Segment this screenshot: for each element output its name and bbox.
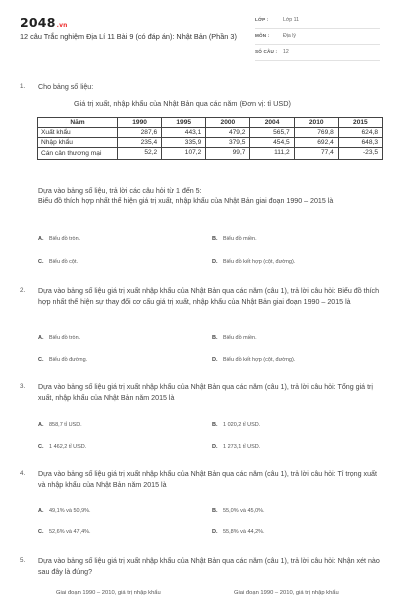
option-letter: B.: [212, 335, 218, 341]
meta-row-count: [255, 46, 380, 61]
document-meta: [255, 14, 380, 62]
table-cell: 648,3: [338, 138, 382, 148]
option-d[interactable]: [212, 444, 260, 450]
option-letter: A.: [38, 422, 44, 428]
table-header-row: [38, 118, 383, 128]
table-header-cell: 2010: [294, 118, 338, 128]
option-a[interactable]: [38, 422, 82, 428]
option-text: 858,7 tỉ USD.: [49, 422, 82, 428]
table-header-cell: 1990: [118, 118, 162, 128]
option-text: 1 273,1 tỉ USD.: [223, 444, 261, 450]
meta-value: Địa lý: [283, 33, 296, 39]
question-number: 5.: [20, 557, 26, 564]
table-caption: Giá trị xuất, nhập khẩu của Nhật Bản qua các năm (Đơn vị: tỉ USD): [74, 99, 291, 108]
option-text: Biểu đồ miền.: [223, 335, 257, 341]
option-a[interactable]: [38, 236, 80, 242]
row-label: Cán cân thương mại: [38, 148, 118, 160]
option-text: Biểu đồ cột.: [49, 259, 79, 265]
option-letter: A.: [38, 508, 44, 514]
table-cell: -23,5: [338, 148, 382, 160]
logo-suffix: .vn: [56, 22, 68, 29]
option-text: 52,6% và 47,4%.: [49, 529, 91, 535]
table-cell: 624,8: [338, 128, 382, 138]
table-row: [38, 138, 383, 148]
option-c[interactable]: [38, 259, 78, 265]
option-c[interactable]: [38, 529, 91, 535]
table-header-cell: Năm: [38, 118, 118, 128]
option-b[interactable]: [212, 335, 257, 341]
meta-value: Lớp 11: [283, 17, 299, 23]
option-c[interactable]: [38, 444, 86, 450]
option-b[interactable]: [212, 236, 257, 242]
option-text: 55,8% và 44,2%.: [223, 529, 265, 535]
table-cell: 107,2: [162, 148, 206, 160]
option-text: 49,1% và 50,9%.: [49, 508, 91, 514]
logo-text: 2048: [20, 15, 56, 30]
option-d[interactable]: [212, 259, 295, 265]
table-cell: 287,6: [118, 128, 162, 138]
meta-row-subject: [255, 30, 380, 45]
option-text: 55,0% và 45,0%.: [223, 508, 265, 514]
table-row: [38, 148, 383, 160]
table-cell: 52,2: [118, 148, 162, 160]
table-cell: 692,4: [294, 138, 338, 148]
option-text: Biểu đồ tròn.: [49, 335, 81, 341]
question-text: Dựa vào bảng số liệu giá trị xuất nhập khẩu của Nhật Bản qua các năm (câu 1), trả lời câu hỏi: Tổng giá trị xuất, nhập khẩu của Nhật Bản năm 2015 là: [38, 383, 373, 402]
table-header-cell: 2004: [250, 118, 294, 128]
table-cell: 769,8: [294, 128, 338, 138]
site-logo[interactable]: [20, 15, 68, 30]
meta-value: 12: [283, 49, 289, 55]
option-text: Biểu đồ kết hợp (cột, đường).: [223, 259, 296, 265]
question-text: Dựa vào bảng số liệu giá trị xuất nhập khẩu của Nhật Bản qua các năm (câu 1), trả lời câu hỏi: Nhận xét nào sau đây là đúng?: [38, 557, 380, 576]
option-letter: B.: [212, 422, 218, 428]
question-1-followup: Dựa vào bảng số liệu, trả lời các câu hỏi từ 1 đến 5:: [38, 187, 202, 195]
meta-label: MÔN :: [255, 33, 270, 38]
table-cell: 99,7: [206, 148, 250, 160]
row-label: Nhập khẩu: [38, 138, 118, 148]
option-text: 1 020,2 tỉ USD.: [223, 422, 261, 428]
question-number: 3.: [20, 383, 26, 390]
option-letter: D.: [212, 357, 218, 363]
data-table: [37, 117, 383, 160]
option-letter: C.: [38, 529, 44, 535]
option-text: Biểu đồ miền.: [223, 236, 257, 242]
table-cell: 77,4: [294, 148, 338, 160]
option-letter: B.: [212, 236, 218, 242]
table-cell: 565,7: [250, 128, 294, 138]
question-1-text: Biểu đồ thích hợp nhất thể hiện giá trị xuất, nhập khẩu của Nhật Bản giai đoạn 1990 – 2015 là: [38, 197, 334, 205]
option-text: 1 462,2 tỉ USD.: [49, 444, 87, 450]
question-number: 4.: [20, 470, 26, 477]
option-letter: D.: [212, 444, 218, 450]
option-letter: B.: [212, 508, 218, 514]
option-b[interactable]: [212, 422, 260, 428]
option-text: Giai đoạn 1990 – 2010, giá trị nhập khẩu: [234, 590, 339, 596]
table-cell: 235,4: [118, 138, 162, 148]
option-d[interactable]: [212, 529, 265, 535]
option-letter: D.: [212, 259, 218, 265]
option-text: Biểu đồ tròn.: [49, 236, 81, 242]
meta-label: SỐ CÂU :: [255, 49, 278, 54]
option-text: Biểu đồ đường.: [49, 357, 88, 363]
option-letter: C.: [38, 259, 44, 265]
option-d[interactable]: [212, 357, 295, 363]
meta-label: LỚP :: [255, 17, 269, 22]
option-letter: C.: [38, 444, 44, 450]
question-number: 1.: [20, 83, 26, 90]
option-c[interactable]: [38, 357, 87, 363]
table-header-cell: 2000: [206, 118, 250, 128]
option-a-partial[interactable]: [56, 590, 161, 596]
table-cell: 335,9: [162, 138, 206, 148]
option-b[interactable]: [212, 508, 265, 514]
option-a[interactable]: [38, 335, 80, 341]
table-header-cell: 2015: [338, 118, 382, 128]
table-cell: 479,2: [206, 128, 250, 138]
question-intro: Cho bảng số liệu:: [38, 83, 94, 91]
option-letter: D.: [212, 529, 218, 535]
table-header-cell: 1995: [162, 118, 206, 128]
option-text: Giai đoạn 1990 – 2010, giá trị nhập khẩu: [56, 590, 161, 596]
page-header: [0, 0, 400, 72]
question-text: Dựa vào bảng số liệu giá trị xuất nhập khẩu của Nhật Bản qua các năm (câu 1), trả lời câu hỏi: Tỉ trọng xuất và nhập khẩu của Nhật Bản năm 2015 là: [38, 470, 377, 489]
table-cell: 443,1: [162, 128, 206, 138]
row-label: Xuất khẩu: [38, 128, 118, 138]
option-letter: A.: [38, 236, 44, 242]
question-text: Dựa vào bảng số liệu giá trị xuất nhập khẩu của Nhật Bản qua các năm (câu 1), trả lời câu hỏi: Biểu đồ thích hợp nhất thể hiện sự thay đổi cơ cấu giá trị xuất, nhập khẩu của Nhật Bản giai đoạn 1990 – 2015 là: [38, 287, 380, 306]
option-a[interactable]: [38, 508, 91, 514]
table-cell: 379,5: [206, 138, 250, 148]
meta-row-class: [255, 14, 380, 29]
option-text: Biểu đồ kết hợp (cột, đường).: [223, 357, 296, 363]
document-title: 12 câu Trắc nghiệm Địa Lí 11 Bài 9 (có đáp án): Nhật Bản (Phần 3): [20, 32, 237, 41]
option-letter: C.: [38, 357, 44, 363]
question-number: 2.: [20, 287, 26, 294]
option-letter: A.: [38, 335, 44, 341]
table-row: [38, 128, 383, 138]
table-cell: 111,2: [250, 148, 294, 160]
table-cell: 454,5: [250, 138, 294, 148]
option-b-partial[interactable]: [234, 590, 339, 596]
